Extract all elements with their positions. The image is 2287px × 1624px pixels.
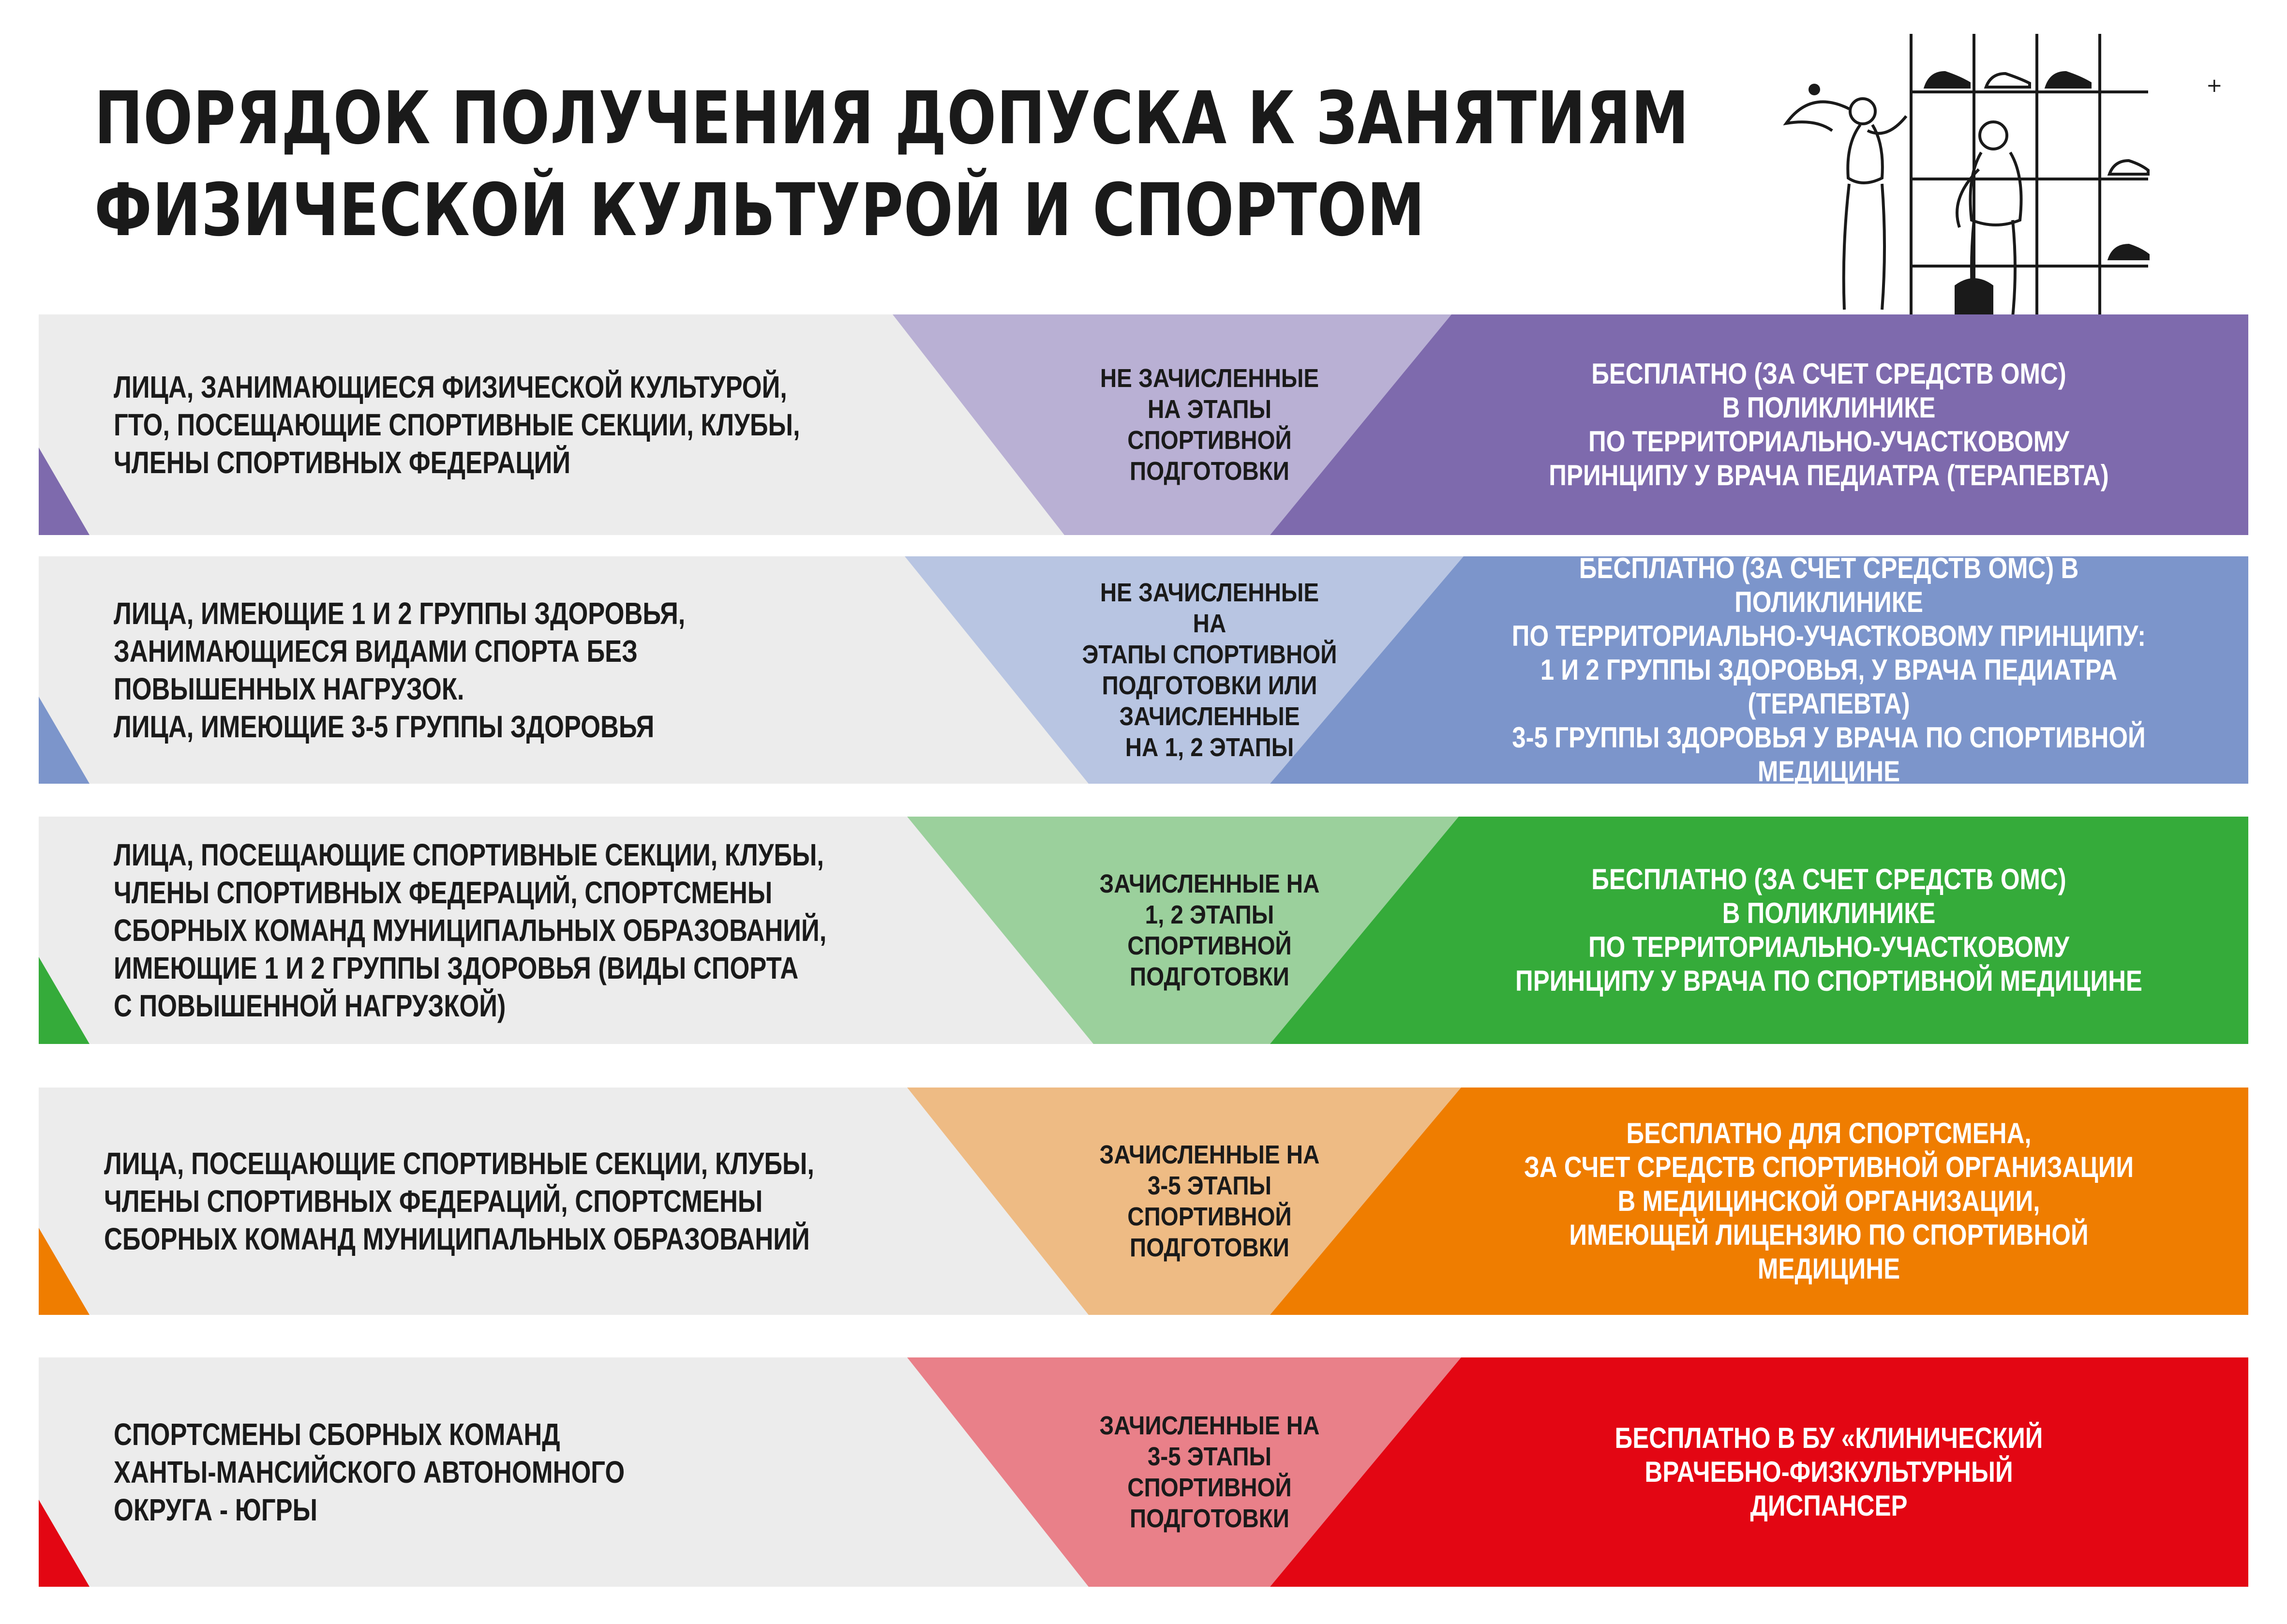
title-line-2: ФИЗИЧЕСКОЙ КУЛЬТУРОЙ И СПОРТОМ: [94, 168, 1425, 253]
category-row-5: [39, 1357, 2248, 1587]
svg-text:+: +: [2206, 74, 2223, 97]
row-4-who: ЛИЦА, ПОСЕЩАЮЩИЕ СПОРТИВНЫЕ СЕКЦИИ, КЛУБЫ, ЧЛЕНЫ СПОРТИВНЫХ ФЕДЕРАЦИЙ, СПОРТСМЕНЫ СБОРНЫХ КОМАНД МУНИЦИПАЛЬНЫХ ОБРАЗОВАНИЙ: [104, 1146, 815, 1256]
row-2-stage: НЕ ЗАЧИСЛЕННЫЕ НА ЭТАПЫ СПОРТИВНОЙ ПОДГОТОВКИ ИЛИ ЗАЧИСЛЕННЫЕ НА 1, 2 ЭТАПЫ: [1082, 578, 1337, 762]
row-3-stage: ЗАЧИСЛЕННЫЕ НА 1, 2 ЭТАПЫ СПОРТИВНОЙ ПОДГОТОВКИ: [1099, 869, 1320, 991]
category-row-1: [39, 314, 2248, 535]
row-2-who: ЛИЦА, ИМЕЮЩИЕ 1 И 2 ГРУППЫ ЗДОРОВЬЯ, ЗАНИМАЮЩИЕСЯ ВИДАМИ СПОРТА БЕЗ ПОВЫШЕННЫХ НАГРУЗОК. ЛИЦА, ИМЕЮЩИЕ 3-5 ГРУППЫ ЗДОРОВЬЯ: [114, 596, 686, 744]
category-row-4: [39, 1088, 2248, 1315]
row-3-who: ЛИЦА, ПОСЕЩАЮЩИЕ СПОРТИВНЫЕ СЕКЦИИ, КЛУБЫ, ЧЛЕНЫ СПОРТИВНЫХ ФЕДЕРАЦИЙ, СПОРТСМЕНЫ СБОРНЫХ КОМАНД МУНИЦИПАЛЬНЫХ ОБРАЗОВАНИЙ, ИМЕЮЩИЕ 1 И 2 ГРУППЫ ЗДОРОВЬЯ (ВИДЫ СПОРТА С ПОВЫШЕННОЙ НАГРУЗКОЙ): [114, 837, 827, 1023]
row-1-cost: БЕСПЛАТНО (ЗА СЧЕТ СРЕДСТВ ОМС) В ПОЛИКЛИНИКЕ ПО ТЕРРИТОРИАЛЬНО-УЧАСТКОВОМУ ПРИНЦИПУ У ВРАЧА ПЕДИАТРА (ТЕРАПЕВТА): [1549, 358, 2109, 492]
row-5-cost: БЕСПЛАТНО В БУ «КЛИНИЧЕСКИЙ ВРАЧЕБНО-ФИЗКУЛЬТУРНЫЙ ДИСПАНСЕР: [1614, 1422, 2043, 1522]
page-title: [94, 73, 1689, 256]
category-row-2: [39, 552, 2248, 788]
row-4-stage: ЗАЧИСЛЕННЫЕ НА 3-5 ЭТАПЫ СПОРТИВНОЙ ПОДГОТОВКИ: [1099, 1140, 1320, 1262]
row-1-who: ЛИЦА, ЗАНИМАЮЩИЕСЯ ФИЗИЧЕСКОЙ КУЛЬТУРОЙ, ГТО, ПОСЕЩАЮЩИЕ СПОРТИВНЫЕ СЕКЦИИ, КЛУБЫ, ЧЛЕНЫ СПОРТИВНЫХ ФЕДЕРАЦИЙ: [114, 370, 800, 480]
title-line-1: ПОРЯДОК ПОЛУЧЕНИЯ ДОПУСКА К ЗАНЯТИЯМ: [94, 76, 1689, 161]
row-1-stage: НЕ ЗАЧИСЛЕННЫЕ НА ЭТАПЫ СПОРТИВНОЙ ПОДГОТОВКИ: [1100, 364, 1319, 486]
athletes-illustration: [1722, 15, 2255, 324]
row-5-stage: ЗАЧИСЛЕННЫЕ НА 3-5 ЭТАПЫ СПОРТИВНОЙ ПОДГОТОВКИ: [1099, 1411, 1320, 1533]
row-3-cost: БЕСПЛАТНО (ЗА СЧЕТ СРЕДСТВ ОМС) В ПОЛИКЛИНИКЕ ПО ТЕРРИТОРИАЛЬНО-УЧАСТКОВОМУ ПРИНЦИПУ У ВРАЧА ПО СПОРТИВНОЙ МЕДИЦИНЕ: [1515, 863, 2142, 997]
row-2-cost: БЕСПЛАТНО (ЗА СЧЕТ СРЕДСТВ ОМС) В ПОЛИКЛИНИКЕ ПО ТЕРРИТОРИАЛЬНО-УЧАСТКОВОМУ ПРИНЦИПУ: 1 И 2 ГРУППЫ ЗДОРОВЬЯ, У ВРАЧА ПЕДИАТРА (ТЕРАПЕВТА) 3-5 ГРУППЫ ЗДОРОВЬЯ У ВРАЧА ПО СПОРТИВНОЙ МЕДИЦИНЕ: [1511, 552, 2146, 788]
row-5-who: СПОРТСМЕНЫ СБОРНЫХ КОМАНД ХАНТЫ-МАНСИЙСКОГО АВТОНОМНОГО ОКРУГА - ЮГРЫ: [114, 1417, 625, 1527]
row-4-cost: БЕСПЛАТНО ДЛЯ СПОРТСМЕНА, ЗА СЧЕТ СРЕДСТВ СПОРТИВНОЙ ОРГАНИЗАЦИИ В МЕДИЦИНСКОЙ ОРГАНИЗАЦИИ, ИМЕЮЩЕЙ ЛИЦЕНЗИЮ ПО СПОРТИВНОЙ МЕДИЦИНЕ: [1524, 1117, 2134, 1285]
category-row-3: [39, 817, 2248, 1044]
